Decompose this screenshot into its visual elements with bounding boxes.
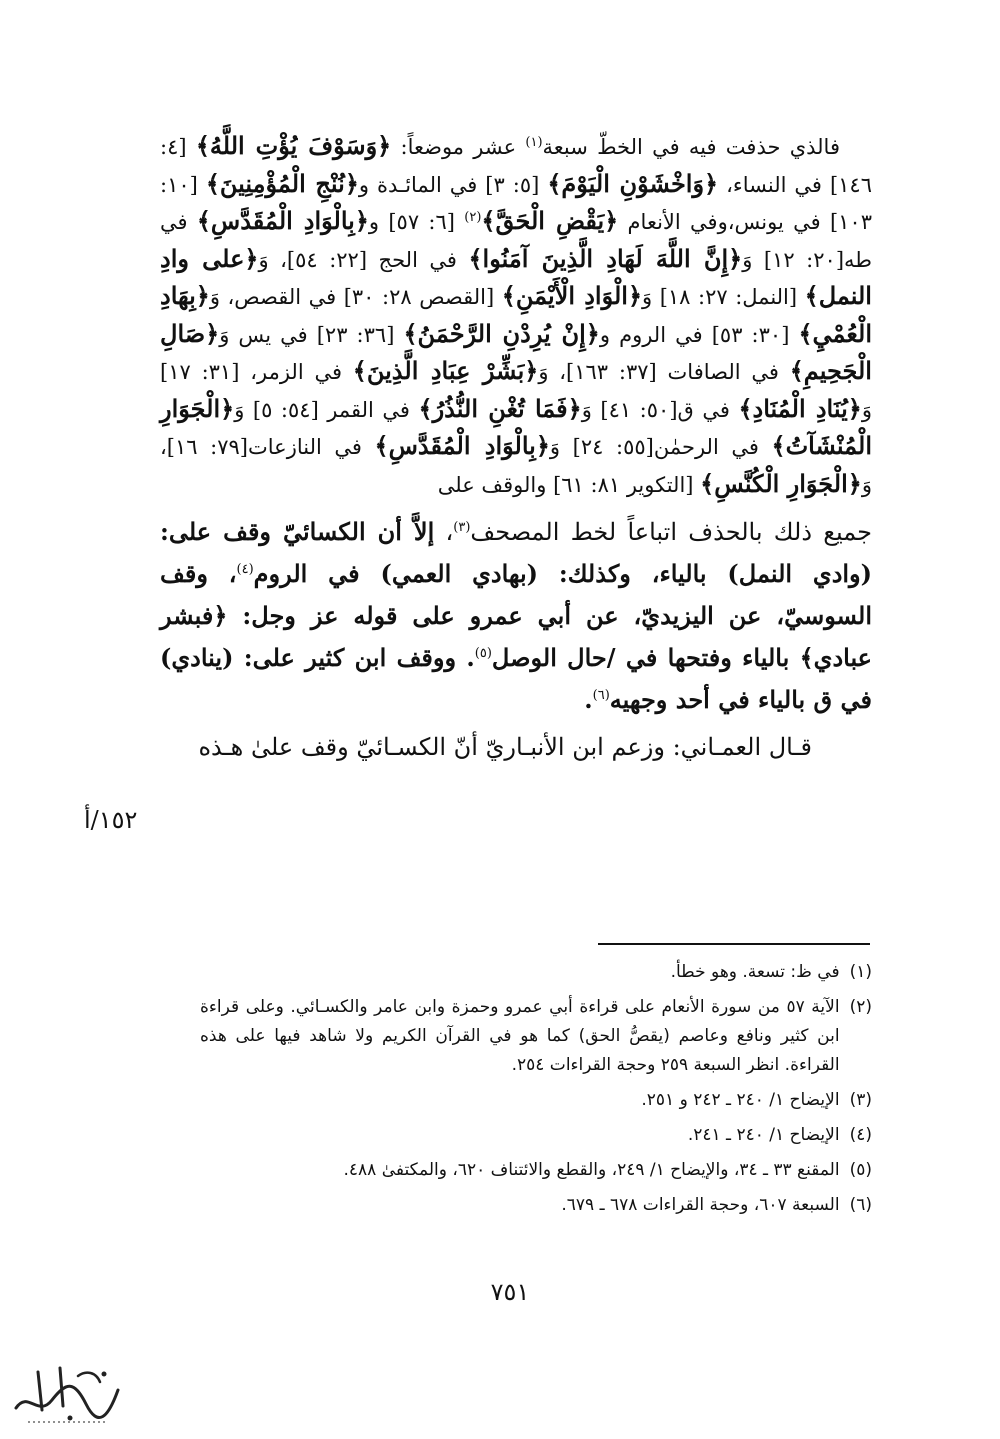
quran-quote: ﴿بَشِّرْ عِبَادِ الَّذِينَ﴾: [352, 356, 539, 385]
quran-quote: ﴿الْجَوَارِ الْمُنْشَآتُ﴾: [160, 393, 872, 460]
footnote-number: (١): [849, 962, 872, 982]
footnote: [200, 1086, 872, 1115]
body-text: جميع ذلك بالحذف اتباعاً لخط المصحف: [470, 518, 873, 546]
bold-text: بالياء وفتحها في /حال الوصل: [491, 643, 800, 672]
footnote-reference: (٥): [474, 646, 492, 661]
body-text: [٥: ٣] في المائـدة و: [358, 172, 548, 197]
quran-quote: ﴿فَمَا تُغْنِ النُّذُرُ﴾: [418, 393, 582, 423]
footnote-text: الإيضاح ١/ ٢٤٠ ـ ٢٤١.: [687, 1125, 840, 1145]
footnote-number: (٣): [849, 1090, 872, 1110]
body-text: [النمل: ٢٧: ١٨] وَ: [642, 285, 805, 309]
footnote: [200, 958, 872, 987]
quran-quote: ﴿يَقْضِ الْحَقَّ﴾: [481, 206, 619, 235]
footnote-number: (٤): [849, 1125, 872, 1145]
footnote-reference: (١): [525, 135, 543, 150]
bold-text: ووقف ابن كثير على: (ينادي) في ق بالياء في أحد وجهيه: [160, 643, 872, 714]
quran-quote: ﴿وَسَوْفَ يُؤْتِ اللَّهُ﴾: [195, 131, 392, 160]
manuscript-folio-marker: ١٥٢/أ: [84, 806, 138, 834]
quran-quote: ﴿إِنَّ اللَّهَ لَهَادِ الَّذِينَ آمَنُوا﴾: [468, 243, 743, 273]
footnote: [200, 993, 872, 1080]
body-text: [القصص ٢٨: ٣٠] في القصص، وَ: [209, 285, 502, 309]
footnote-number: (٦): [849, 1195, 872, 1215]
bold-text: .: [584, 685, 593, 714]
footnote: [200, 1191, 872, 1220]
quran-quote: ﴿بِهَادِ الْعُمْيِ﴾: [160, 281, 872, 348]
main-text: [160, 128, 872, 768]
footnote-text: المقنع ٣٣ ـ ٣٤، والإيضاح ١/ ٢٤٩، والقطع والائتناف ٦٢٠، والمكتفىٰ ٤٨٨.: [343, 1160, 840, 1180]
body-text: [٣٦: ٢٣] في يس وَ: [219, 322, 404, 347]
quran-quote: ﴿وَاخْشَوْنِ الْيَوْمَ﴾: [547, 168, 719, 198]
footnote-reference: (٦): [592, 688, 610, 703]
footnote-text: السبعة ٦٠٧، وحجة القراءات ٦٧٨ ـ ٦٧٩.: [561, 1195, 840, 1215]
body-text: في طه[٢٠: ١٢] وَ: [160, 210, 872, 272]
quran-quote: ﴿بِالْوَادِ الْمُقَدَّسِ﴾: [196, 206, 369, 235]
body-text: [٤: ١٤٦] في النساء،: [160, 135, 872, 197]
quran-quote: ﴿الْجَوَارِ الْكُنَّسِ﴾: [700, 468, 862, 498]
footnote-reference: (٣): [453, 520, 471, 535]
body-text: [٦: ٥٧] و: [368, 210, 465, 234]
quran-quote: ﴿على وادِ النمل﴾: [160, 243, 872, 310]
body-text: في النازعات[٧٩: ١٦]، وَ: [160, 435, 872, 497]
footnote-reference: (٤): [236, 562, 254, 577]
body-text: في الرحمٰن[٥٥: ٢٤] وَ: [549, 435, 772, 459]
quran-quote: ﴿نُنْجِ الْمُؤْمِنِينَ﴾: [205, 168, 359, 198]
paragraph-umani-quote: قـال العمـاني: وزعم ابن الأنبـاريّ أنّ الكسـائيّ وقف علىٰ هـذه: [198, 733, 812, 761]
page-number: ٧٥١: [490, 1278, 530, 1306]
footnote: [200, 1156, 872, 1185]
paragraph-omitted-ya-list: [160, 128, 872, 503]
footnote-separator: [598, 943, 870, 945]
calligraphy-logo: [8, 1360, 126, 1430]
quran-quote: ﴿إِنْ يُرِدْنِ الرَّحْمَنُ﴾: [403, 318, 600, 348]
quran-quote: ﴿فبشر عبادي﴾: [160, 601, 873, 672]
footnote-reference: (٢): [464, 210, 482, 225]
footnote-number: (٥): [849, 1160, 872, 1180]
bold-text: ، وقف السوسيّ، عن اليزيديّ، عن أبي عمرو على قوله عز وجل:: [160, 559, 872, 630]
footnotes: [200, 958, 872, 1226]
body-text: ،: [434, 518, 454, 546]
body-text: في القمر [٥٤: ٥] وَ: [234, 397, 419, 422]
footnote-number: (٢): [849, 997, 872, 1017]
quran-quote: ﴿يُنَادِ الْمُنَادِ﴾: [738, 393, 862, 423]
footnote-text: الآية ٥٧ من سورة الأنعام على قراءة أبي عمرو وحمزة وابن عامر والكسـائي. وعلى قراءة ابن كثير ونافع وعاصم (يقصُّ الحق) كما هو في القرآن الكريم ولا شاهد فيها على هذه القراءة. انظر السبعة ٢٥٩ وحجة القراءات ٢٥٤.: [200, 997, 840, 1075]
quran-quote: ﴿بِالْوَادِ الْمُقَدَّسِ﴾: [374, 431, 550, 460]
body-text: [٣٠: ٥٣] في الروم و: [599, 322, 799, 347]
bold-text: إلاَّ أن الكسائيّ وقف على: (وادي النمل) بالياء، وكذلك: (بهادي العمي) في الروم: [160, 517, 872, 588]
quran-quote: ﴿صَالِ الْجَحِيمِ﴾: [160, 318, 872, 385]
body-text: في الصافات [٣٧: ١٦٣]، وَ: [538, 360, 790, 384]
footnote: [200, 1121, 872, 1150]
bold-text: .: [456, 643, 475, 672]
body-text: [التكوير ٨١: ٦١] والوقف على: [437, 472, 701, 497]
body-text: في ق[٥٠: ٤١] وَ: [581, 397, 739, 422]
footnote-text: في ظ: تسعة. وهو خطأ.: [670, 962, 840, 982]
body-text: في الزمر، [٣١: ١٧] وَ: [160, 360, 872, 422]
body-text: فالذي حذفت فيه في الخطّ سبعة: [542, 135, 840, 159]
quran-quote: ﴿الْوَادِ الْأَيْمَنِ﴾: [501, 281, 643, 310]
footnote-text: الإيضاح ١/ ٢٤٠ ـ ٢٤٢ و ٢٥١.: [641, 1090, 840, 1110]
body-text: [١٠: ١٠٣] في يونس،وفي الأنعام: [160, 172, 872, 234]
body-text: عشر موضعاً:: [391, 135, 526, 159]
paragraph-waqf-rules: [160, 511, 872, 721]
body-text: في الحج [٢٢: ٥٤]، وَ: [258, 247, 469, 272]
